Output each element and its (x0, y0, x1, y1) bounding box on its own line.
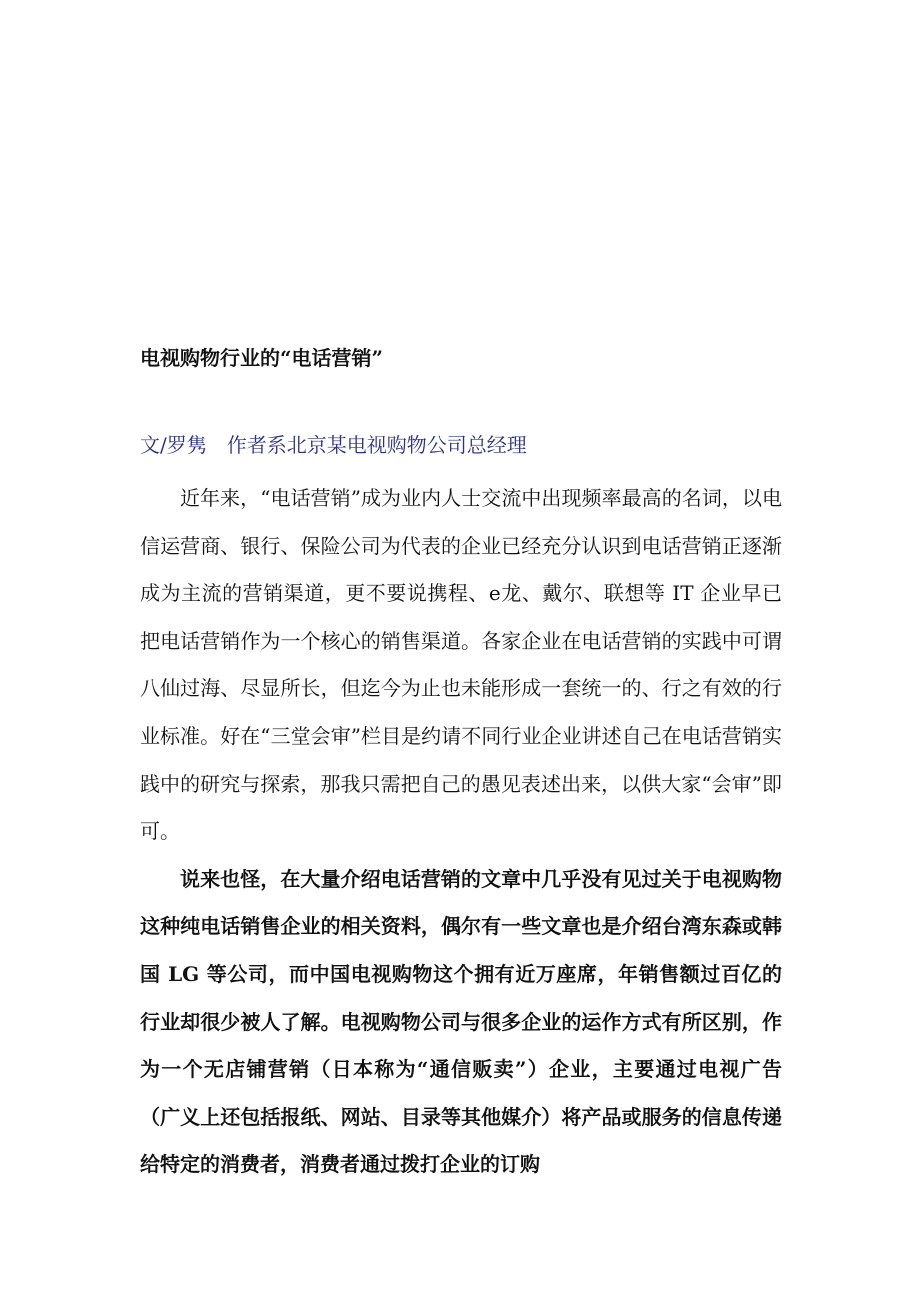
article-body (140, 475, 782, 1189)
paragraph-2: 说来也怪，在大量介绍电话营销的文章中几乎没有见过关于电视购物这种纯电话销售企业的相关资料，偶尔有一些文章也是介绍台湾东森或韩国 LG 等公司，而中国电视购物这个拥有近万座席，年销售额过百亿的行业却很少被人了解。电视购物公司与很多企业的运作方式有所区别，作为一个无店铺营销（日本称为“通信贩卖”）企业，主要通过电视广告（广义上还包括报纸、网站、目录等其他媒介）将产品或服务的信息传递给特定的消费者，消费者通过拨打企业的订购 (140, 866, 782, 1177)
article-byline: 文/罗隽 作者系北京某电视购物公司总经理 (140, 433, 527, 457)
article-title: 电视购物行业的“电话营销” (140, 346, 384, 370)
paragraph-1: 近年来，“电话营销”成为业内人士交流中出现频率最高的名词，以电信运营商、银行、保险公司为代表的企业已经充分认识到电话营销正逐渐成为主流的营销渠道，更不要说携程、e龙、戴尔、联想等 IT 企业早已把电话营销作为一个核心的销售渠道。各家企业在电话营销的实践中可谓八仙过海、尽显所长，但迄今为止也未能形成一套统一的、行之有效的行业标准。好在“三堂会审”栏目是约请不同行业企业讲述自己在电话营销实践中的研究与探索，那我只需把自己的愚见表述出来，以供大家“会审”即可。 (140, 486, 782, 844)
